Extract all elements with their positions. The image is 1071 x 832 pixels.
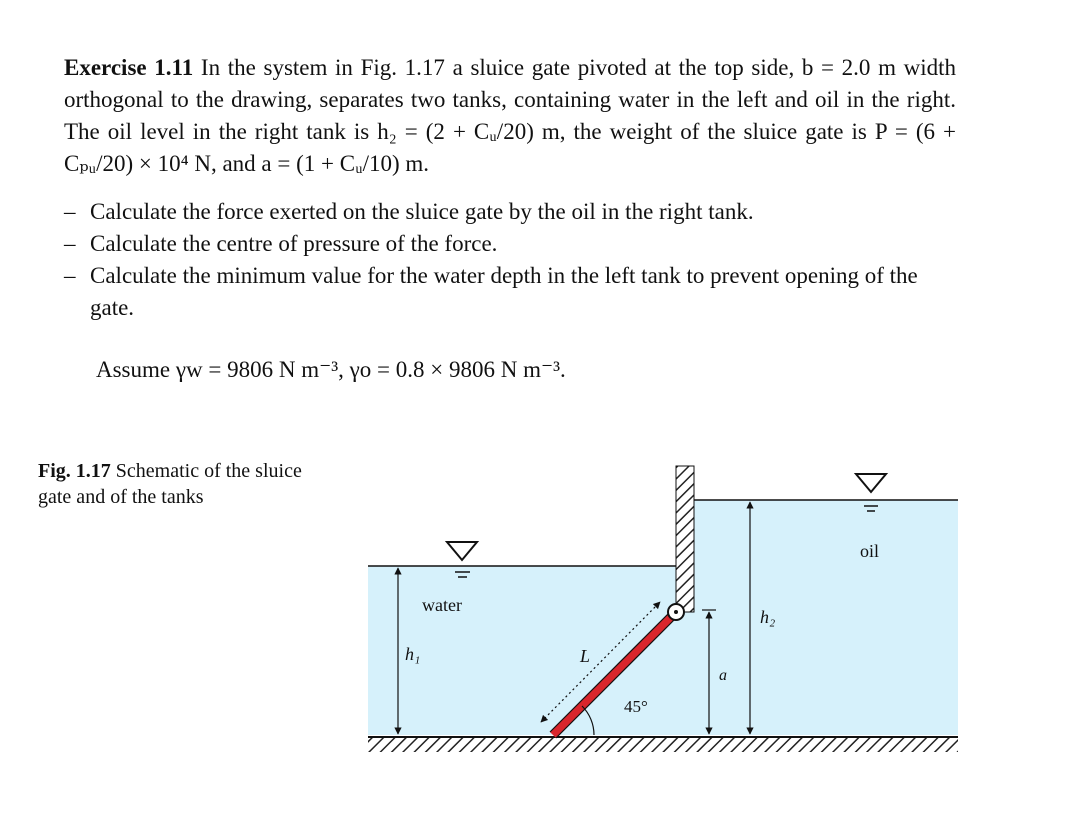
figure-caption-label: Fig. 1.17 <box>38 460 111 482</box>
label-angle: 45° <box>624 697 648 716</box>
task-item: – Calculate the force exerted on the sluice gate by the oil in the right tank. <box>64 196 956 228</box>
exercise-label: Exercise 1.11 <box>64 55 194 80</box>
label-water: water <box>422 595 462 615</box>
label-a: a <box>719 667 727 684</box>
assumption-line: Assume γw = 9806 N m⁻³, γo = 0.8 × 9806 N m⁻³. <box>96 357 566 382</box>
ground-hatch <box>368 738 958 752</box>
label-h1: h₁ <box>405 644 421 664</box>
label-oil: oil <box>860 541 880 561</box>
figure-caption-text: Schematic of the sluice gate and of the tanks <box>38 460 302 508</box>
exercise-text: In the system in Fig. 1.17 a sluice gate pivoted at the top side, b = 2.0 m width orthogonal to the drawing, separates two tanks, containing water in the left and oil in the right. The oil level in the right tank is h₂ = (2 + Cᵤ/20) m, the weight of the sluice gate is P = (6 + Cₚᵤ/20) × 10⁴ N, and a = (1 + Cᵤ/10) m. <box>64 55 957 176</box>
vertical-wall <box>676 466 694 612</box>
label-L: L <box>580 646 591 666</box>
pivot-hinge-center <box>674 610 678 614</box>
label-h2: h₂ <box>760 607 776 627</box>
task-item: – Calculate the minimum value for the water depth in the left tank to prevent opening of the gate. <box>64 260 956 324</box>
task-item: – Calculate the centre of pressure of the force. <box>64 228 956 260</box>
